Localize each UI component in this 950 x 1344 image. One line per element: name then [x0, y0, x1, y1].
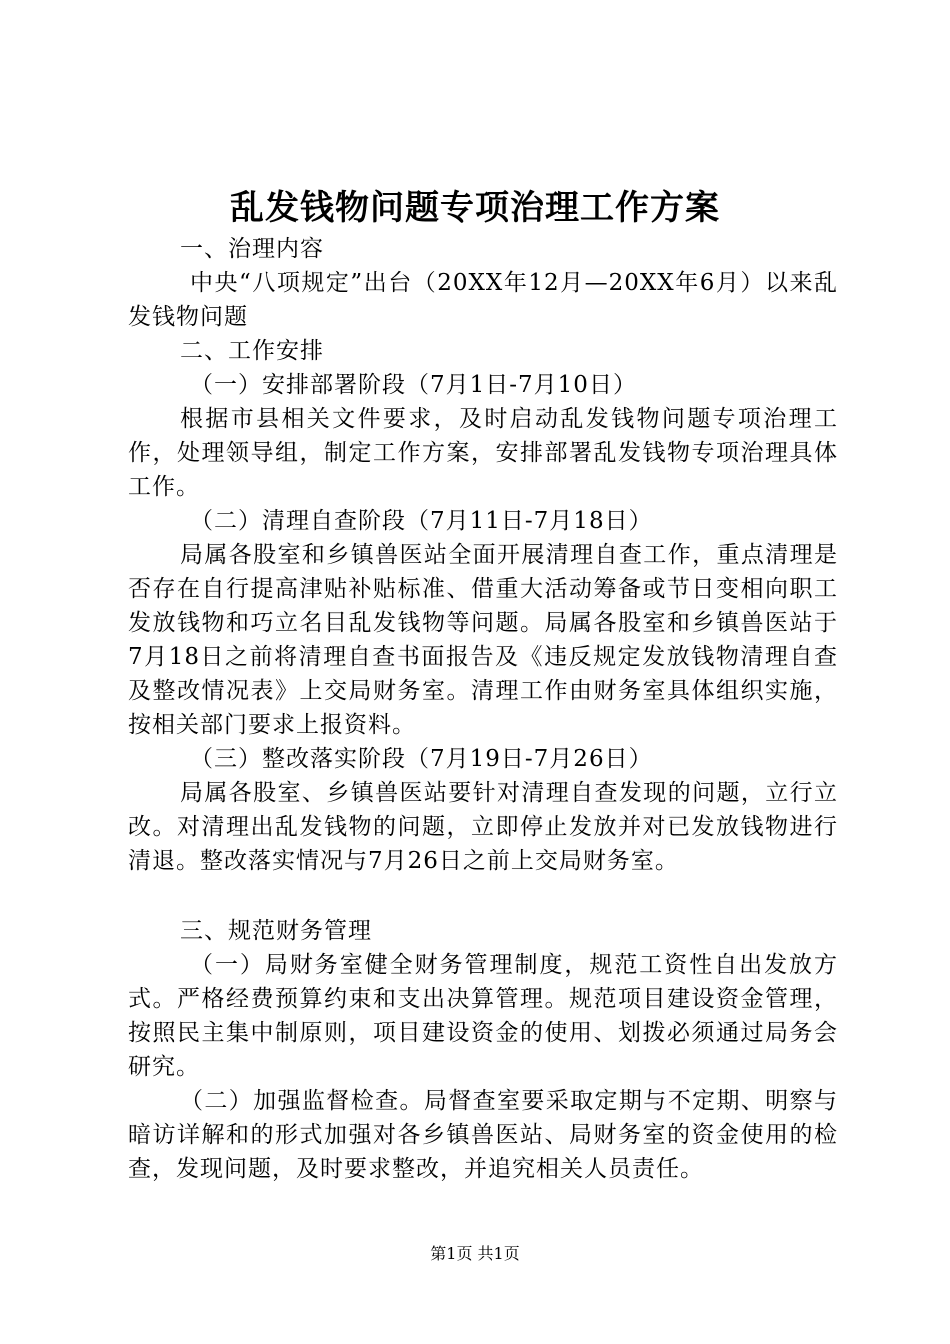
document-title: 乱发钱物问题专项治理工作方案	[230, 188, 720, 228]
paragraph-deploy: 根据市县相关文件要求，及时启动乱发钱物问题专项治理工作，处理领导组，制定工作方案，安排部署乱发钱物专项治理具体工作。	[128, 406, 838, 500]
section-heading-1: 一、治理内容	[180, 236, 324, 262]
section-heading-2: 二、工作安排	[180, 338, 324, 364]
paragraph-scope: 中央“八项规定”出台（20XX年12月—20XX年6月）以来乱发钱物问题	[128, 270, 838, 330]
subsection-heading-selfcheck: （二）清理自查阶段（7月11日-7月18日）	[190, 508, 653, 534]
subsection-heading-rectify: （三）整改落实阶段（7月19日-7月26日）	[190, 746, 653, 772]
paragraph-finance-rules: （一）局财务室健全财务管理制度，规范工资性自出发放方式。严格经费预算约束和支出决算管理。规范项目建设资金管理，按照民主集中制原则，项目建设资金的使用、划拨必须通过局务会研究。	[128, 952, 838, 1080]
page-footer: 第1页 共1页	[430, 1244, 520, 1263]
subsection-heading-deploy: （一）安排部署阶段（7月1日-7月10日）	[190, 372, 637, 398]
section-heading-3: 三、规范财务管理	[180, 918, 372, 944]
document-body	[128, 232, 838, 1186]
paragraph-rectify: 局属各股室、乡镇兽医站要针对清理自查发现的问题，立行立改。对清理出乱发钱物的问题，立即停止发放并对已发放钱物进行清退。整改落实情况与7月26日之前上交局财务室。	[128, 780, 838, 874]
blank-line	[128, 878, 838, 914]
paragraph-supervision: （二）加强监督检查。局督查室要采取定期与不定期、明察与暗访详解和的形式加强对各乡镇兽医站、局财务室的资金使用的检查，发现问题，及时要求整改，并追究相关人员责任。	[128, 1088, 838, 1182]
paragraph-selfcheck: 局属各股室和乡镇兽医站全面开展清理自查工作，重点清理是否存在自行提高津贴补贴标准、借重大活动筹备或节日变相向职工发放钱物和巧立名目乱发钱物等问题。局属各股室和乡镇兽医站于7月18日之前将清理自查书面报告及《违反规定发放钱物清理自查及整改情况表》上交局财务室。清理工作由财务室具体组织实施，按相关部门要求上报资料。	[128, 542, 838, 738]
